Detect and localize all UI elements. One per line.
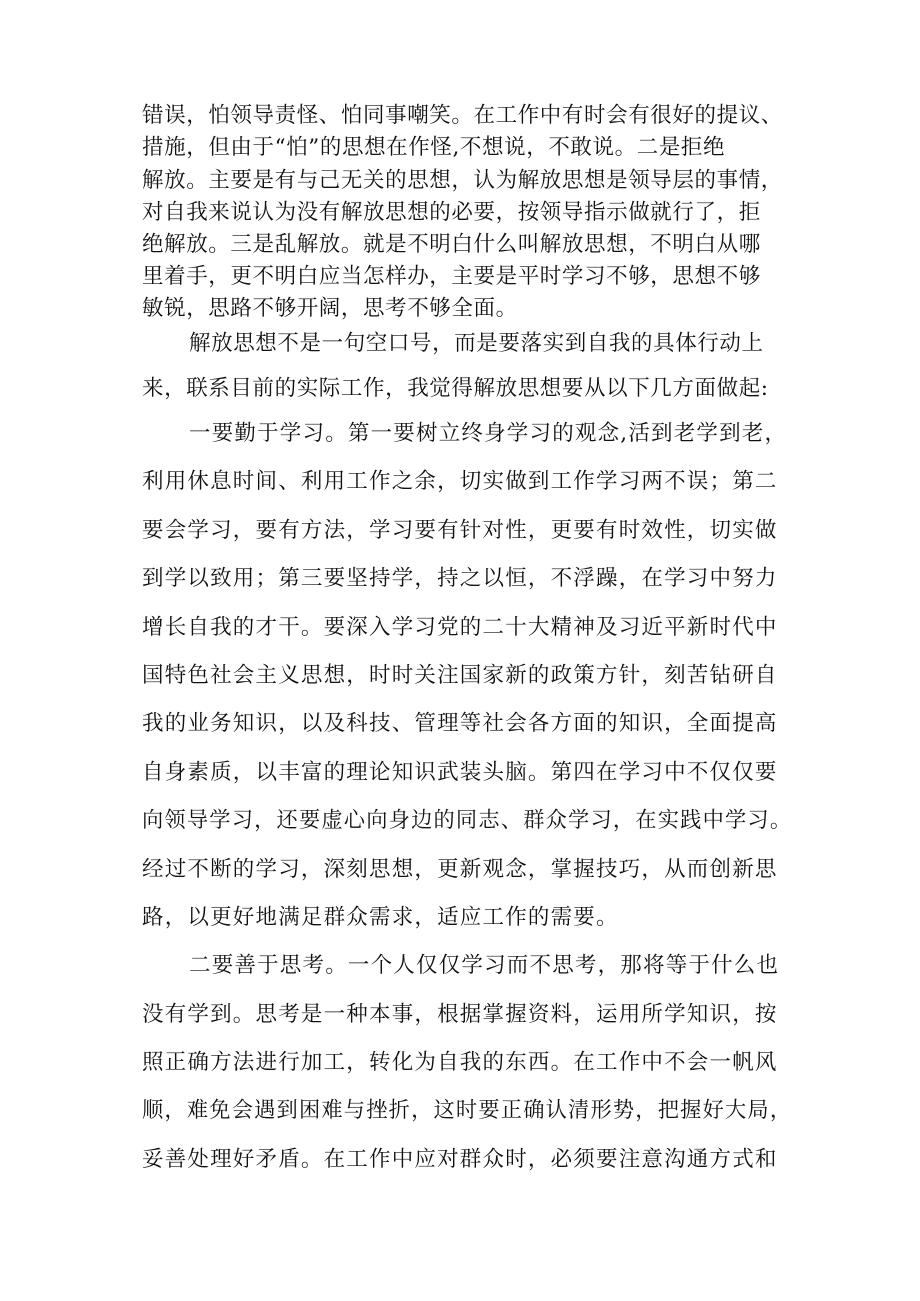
text-line: 解放。主要是有与己无关的思想，认为解放思想是领导层的事情， [142,168,783,193]
text-line: 顺，难免会遇到困难与挫折，这时要正确认清形势，把握好大局， [142,1098,793,1123]
text-line: 到学以致用；第三要坚持学，持之以恒，不浮躁，在学习中努力 [142,566,778,591]
text-line: 要会学习，要有方法，学习要有针对性，更要有时效性，切实做 [142,518,778,543]
text-line: 增长自我的才干。要深入学习党的二十大精神及习近平新时代中 [142,615,778,640]
text-line: 经过不断的学习，深刻思想，更新观念，掌握技巧，从而创新思 [142,857,778,882]
text-line: 路，以更好地满足群众需求，适应工作的需要。 [142,905,619,930]
text-line: 自身素质，以丰富的理论知识武装头脑。第四在学习中不仅仅要 [142,760,778,785]
text-line: 解放思想不是一句空口号，而是要落实到自我的具体行动上 [189,331,764,356]
text-line: 绝解放。三是乱解放。就是不明白什么叫解放思想，不明白从哪 [142,232,761,257]
text-line: 措施，但由于“怕”的思想在作怪,不想说，不敢说。二是拒绝 [142,135,726,160]
text-line: 来，联系目前的实际工作，我觉得解放思想要从以下几方面做起: [142,376,769,401]
text-line: 国特色社会主义思想，时时关注国家新的政策方针，刻苦钻研自 [142,663,778,688]
text-line: 没有学到。思考是一种本事，根据掌握资料，运用所学知识，按 [142,1002,778,1027]
text-line: 敏锐，思路不够开阔，思考不够全面。 [142,296,518,321]
text-line: 利用休息时间、利用工作之余，切实做到工作学习两不误；第二 [142,469,778,494]
text-line: 二要善于思考。一个人仅仅学习而不思考，那将等于什么也 [189,953,780,978]
text-line: 我的业务知识，以及科技、管理等社会各方面的知识，全面提高 [142,711,778,736]
text-line: 里着手，更不明白应当怎样办，主要是平时学习不够，思想不够 [142,264,761,289]
text-line: 错误，怕领导责怪、怕同事嘲笑。在工作中有时会有很好的提议、 [142,103,783,128]
text-line: 一要勤于学习。第一要树立终身学习的观念,活到老学到老， [189,421,788,446]
text-line: 照正确方法进行加工，转化为自我的东西。在工作中不会一帆风 [142,1050,778,1075]
text-line: 向领导学习，还要虚心向身边的同志、群众学习，在实践中学习。 [142,808,793,833]
text-line: 对自我来说认为没有解放思想的必要，按领导指示做就行了，拒 [142,200,761,225]
text-line: 妥善处理好矛盾。在工作中应对群众时，必须要注意沟通方式和 [142,1147,778,1172]
